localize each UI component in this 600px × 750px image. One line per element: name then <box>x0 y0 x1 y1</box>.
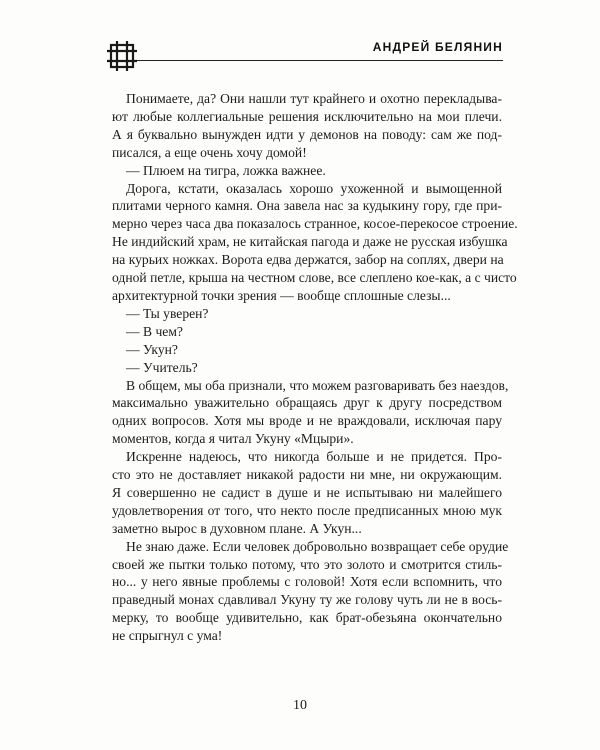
text-line: одной петле, крыша на честном слове, все слеплено кое-как, а с чисто <box>112 270 517 286</box>
knot-ornament-icon <box>107 41 137 71</box>
text-line: плитами черного камня. Она завела нас за кудыкину гору, где при- <box>112 198 502 214</box>
text-line: архитектурной точки зрения — вообще сплошные слезы... <box>112 287 451 303</box>
text-line: ют любые коллегиальные решения исключительно на мои плечи. <box>112 108 502 124</box>
text-line: — Учитель? <box>126 359 198 375</box>
text-line: сто это не доставляет никакой радости ни мне, ни окружающим. <box>112 467 502 483</box>
text-line: Не знаю даже. Если человек добровольно возвращает себе орудие <box>126 538 509 554</box>
paragraph <box>112 162 502 180</box>
text-line: одних вопросов. Хотя мы вроде и не враждовали, исключая пару <box>112 413 502 429</box>
header-divider <box>137 60 503 61</box>
text-line: но... у него явные проблемы с головой! Хотя если вспомнить, что <box>112 574 502 590</box>
paragraph <box>112 180 518 305</box>
text-line: — Плюем на тигра, ложка важнее. <box>126 162 326 178</box>
text-line: мерку, то вообще удивительно, как брат-обезьяна окончательно <box>112 610 502 626</box>
text-line: Понимаете, да? Они нашли тут крайнего и охотно перекладыва- <box>126 91 502 106</box>
paragraph <box>112 359 502 377</box>
text-line: удовлетворения от того, что некто после предписанных мною мук <box>112 502 502 518</box>
paragraph <box>112 448 502 538</box>
text-line: Искренне надеюсь, что никогда больше и не придется. Про- <box>126 449 502 465</box>
paragraph <box>112 341 502 359</box>
text-line: Не индийский храм, не китайская пагода и даже не русская избушка <box>112 234 508 250</box>
paragraph <box>112 305 502 323</box>
text-line: Дорога, кстати, оказалась хорошо ухоженной и вымощенной <box>126 180 502 196</box>
paragraph <box>112 377 509 449</box>
text-line: мерно через часа два показалось странное, косое-перекосое строение. <box>112 216 518 232</box>
text-line: моментов, когда я читал Укуну «Мцыри». <box>112 431 354 447</box>
running-header-author: АНДРЕЙ БЕЛЯНИН <box>372 40 503 54</box>
text-line: максимально уважительно обращаясь друг к другу посредством <box>112 395 502 411</box>
text-line: В общем, мы оба признали, что можем разговаривать без наездов, <box>126 377 509 393</box>
page-number: 10 <box>293 698 307 713</box>
text-line: не спрыгнул с ума! <box>112 628 223 644</box>
text-line: — Ты уверен? <box>126 305 209 321</box>
text-line: А я буквально вынужден идти у демонов на поводу: сам же под- <box>112 126 502 142</box>
text-line: праведный монах сдавливал Укуну ту же голову чуть ли не в вось- <box>112 592 502 608</box>
paragraph <box>112 323 502 341</box>
text-line: заметно вырос в духовном плане. А Укун... <box>112 520 362 536</box>
paragraph <box>112 538 509 645</box>
body-text <box>112 90 518 645</box>
text-line: Я совершенно не садист в душе и не испытываю ни малейшего <box>112 484 502 500</box>
text-line: — В чем? <box>126 323 183 339</box>
text-line: писался, а еще очень хочу домой! <box>112 144 307 160</box>
text-line: своей же пытки только потому, что это золото и смотрится стиль- <box>112 556 502 572</box>
text-line: на курьих ножках. Ворота едва держатся, забор на соплях, двери на <box>112 252 504 268</box>
text-line: — Укун? <box>126 341 178 357</box>
paragraph <box>112 90 502 162</box>
